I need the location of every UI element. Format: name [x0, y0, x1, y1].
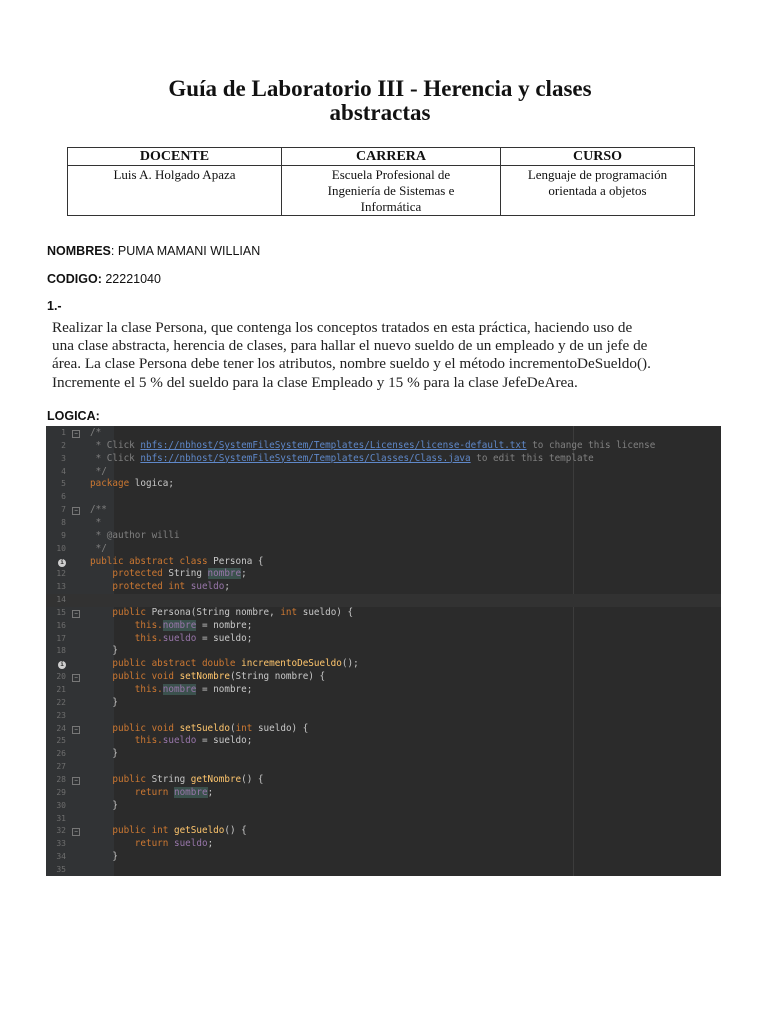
line-number: 26: [56, 749, 66, 759]
docente-name: Luis A. Holgado Apaza: [113, 167, 236, 182]
code-line: [46, 684, 721, 697]
code-line: [46, 478, 721, 491]
code-line: [46, 671, 721, 684]
line-number: 9: [61, 530, 66, 540]
item-label: 1.-: [47, 299, 62, 313]
code-line: [46, 851, 721, 864]
exercise-prompt: [52, 319, 716, 392]
line-number: 18: [56, 646, 66, 656]
item-number: [47, 299, 62, 313]
code-text: */: [90, 465, 107, 477]
curso-line-2: orientada a objetos: [548, 183, 647, 198]
line-number: 24: [56, 723, 66, 733]
nombres-field: [47, 244, 260, 258]
code-line: [46, 517, 721, 530]
code-text: * Click nbfs://nbhost/SystemFileSystem/Templates/Licenses/license-default.txt to change this license: [90, 439, 656, 451]
section-label: LOGICA:: [47, 409, 100, 423]
line-number: 5: [61, 479, 66, 489]
line-number: 16: [56, 620, 66, 630]
code-line: [46, 556, 721, 569]
code-line: [46, 543, 721, 556]
code-text: this.nombre = nombre;: [90, 619, 253, 631]
code-line: [46, 761, 721, 774]
line-number: 21: [56, 685, 66, 694]
code-editor-screenshot: [46, 426, 721, 876]
line-number: 7: [61, 505, 66, 515]
code-text: /**: [90, 504, 107, 516]
line-number: 13: [56, 582, 66, 592]
code-line-current: [46, 594, 721, 607]
prompt-line-2: una clase abstracta, herencia de clases, para hallar el nuevo sueldo de un empleado y de un jefe de: [52, 337, 648, 355]
header-docente: DOCENTE: [68, 148, 282, 166]
header-curso: CURSO: [501, 148, 695, 166]
fold-icon: −: [72, 828, 80, 836]
header-carrera: CARRERA: [282, 148, 501, 166]
info-table-row: [68, 166, 695, 216]
code-line: [46, 723, 721, 736]
code-line: [46, 620, 721, 633]
code-text: this.sueldo = sueldo;: [90, 735, 253, 747]
cell-carrera: [282, 166, 501, 216]
carrera-line-1: Escuela Profesional de: [331, 167, 451, 182]
line-number: 31: [56, 813, 66, 823]
info-table-header: [68, 148, 695, 166]
prompt-line-3: área. La clase Persona debe tener los atributos, nombre sueldo y el método incrementoDeSueldo().: [52, 355, 651, 373]
code-text: /*: [90, 427, 102, 438]
line-number: 17: [56, 633, 66, 643]
cell-docente: [68, 166, 282, 216]
code-line: [46, 787, 721, 800]
fold-icon: −: [72, 507, 80, 515]
fold-icon: −: [72, 674, 80, 682]
code-text: * @author willi: [90, 529, 180, 541]
prompt-line-1: Realizar la clase Persona, que contenga los conceptos tratados en esta práctica, haciendo uso de: [52, 319, 633, 336]
carrera-line-2: Ingeniería de Sistemas e: [327, 183, 455, 198]
code-line: [46, 440, 721, 453]
fold-icon: −: [72, 430, 80, 438]
line-number: 4: [61, 466, 66, 476]
code-line: [46, 530, 721, 543]
document-title: [60, 77, 700, 125]
code-text: package logica;: [90, 478, 174, 490]
info-table: [67, 147, 695, 216]
code-line: [46, 710, 721, 723]
code-line: [46, 813, 721, 826]
line-number: 30: [56, 800, 66, 810]
code-text: protected int sueldo;: [90, 581, 230, 593]
code-line: [46, 658, 721, 671]
code-text: public Persona(String nombre, int sueldo) {: [90, 606, 354, 618]
code-text: return sueldo;: [90, 838, 214, 850]
code-text: * Click nbfs://nbhost/SystemFileSystem/Templates/Classes/Class.java to edit this template: [90, 452, 594, 464]
code-text: public String getNombre() {: [90, 773, 264, 785]
codigo-value: 22221040: [101, 272, 161, 286]
codigo-label: CODIGO:: [47, 272, 102, 286]
nombres-value: : PUMA MAMANI WILLIAN: [110, 244, 261, 258]
line-number: 8: [61, 517, 66, 527]
line-number: 34: [56, 852, 66, 862]
line-number: 20: [56, 672, 66, 682]
line-number: 29: [56, 787, 66, 797]
code-text: public abstract class Persona {: [90, 555, 264, 567]
title-line-2: abstractas: [329, 100, 431, 125]
line-number: 12: [56, 569, 66, 579]
code-line: [46, 568, 721, 581]
line-number: 1: [61, 428, 66, 437]
line-number: 14: [56, 595, 66, 605]
line-number: 32: [56, 826, 66, 836]
code-line: [46, 735, 721, 748]
line-number: [46, 658, 66, 671]
code-text: }: [90, 696, 118, 708]
prompt-line-4: Incremente el 5 % del sueldo para la clase Empleado y 15 % para la clase JefeDeArea.: [52, 373, 578, 391]
code-line: [46, 800, 721, 813]
info-icon: i: [58, 559, 66, 567]
code-line: [46, 697, 721, 710]
codigo-field: [47, 272, 161, 286]
code-text: }: [90, 645, 118, 657]
code-text: this.sueldo = sueldo;: [90, 632, 253, 644]
code-text: protected String nombre;: [90, 568, 247, 580]
code-text: public int getSueldo() {: [90, 825, 247, 837]
code-text: return nombre;: [90, 786, 214, 798]
code-line: [46, 607, 721, 620]
curso-line-1: Lenguaje de programación: [527, 167, 668, 182]
code-text: }: [90, 799, 118, 811]
line-number: 28: [56, 774, 66, 784]
nombres-label: NOMBRES: [47, 244, 111, 258]
code-text: */: [90, 542, 107, 554]
line-number: 15: [56, 607, 66, 617]
section-logica: [47, 409, 100, 423]
line-number: 35: [56, 864, 66, 874]
line-number: 25: [56, 736, 66, 746]
line-number: 23: [56, 710, 66, 720]
info-icon: i: [58, 661, 66, 669]
code-line: [46, 504, 721, 517]
code-text: *: [90, 516, 102, 528]
code-line: [46, 748, 721, 761]
code-line: [46, 466, 721, 479]
code-line: [46, 491, 721, 504]
line-number: [46, 556, 66, 569]
line-number: 3: [61, 453, 66, 463]
code-line: [46, 864, 721, 876]
fold-icon: −: [72, 610, 80, 618]
code-text: public void setSueldo(int sueldo) {: [90, 722, 309, 734]
code-line: [46, 581, 721, 594]
line-number: 33: [56, 839, 66, 849]
code-text: this.nombre = nombre;: [90, 684, 253, 695]
code-line: [46, 774, 721, 787]
fold-icon: −: [72, 777, 80, 785]
code-line: [46, 838, 721, 851]
line-number: 27: [56, 762, 66, 772]
carrera-line-3: Informática: [360, 199, 422, 214]
code-line: [46, 633, 721, 646]
line-number: 2: [61, 440, 66, 450]
code-line: [46, 825, 721, 838]
line-number: 10: [56, 543, 66, 553]
code-line: [46, 427, 721, 440]
title-line-1: Guía de Laboratorio III - Herencia y clases: [168, 76, 592, 101]
code-line: [46, 645, 721, 658]
line-number: 6: [61, 492, 66, 502]
code-line: [46, 453, 721, 466]
code-text: public abstract double incrementoDeSueldo();: [90, 658, 359, 670]
fold-icon: −: [72, 726, 80, 734]
code-text: }: [90, 851, 118, 863]
cell-curso: [501, 166, 695, 216]
code-text: public void setNombre(String nombre) {: [90, 671, 326, 683]
code-text: }: [90, 748, 118, 760]
line-number: 22: [56, 697, 66, 707]
